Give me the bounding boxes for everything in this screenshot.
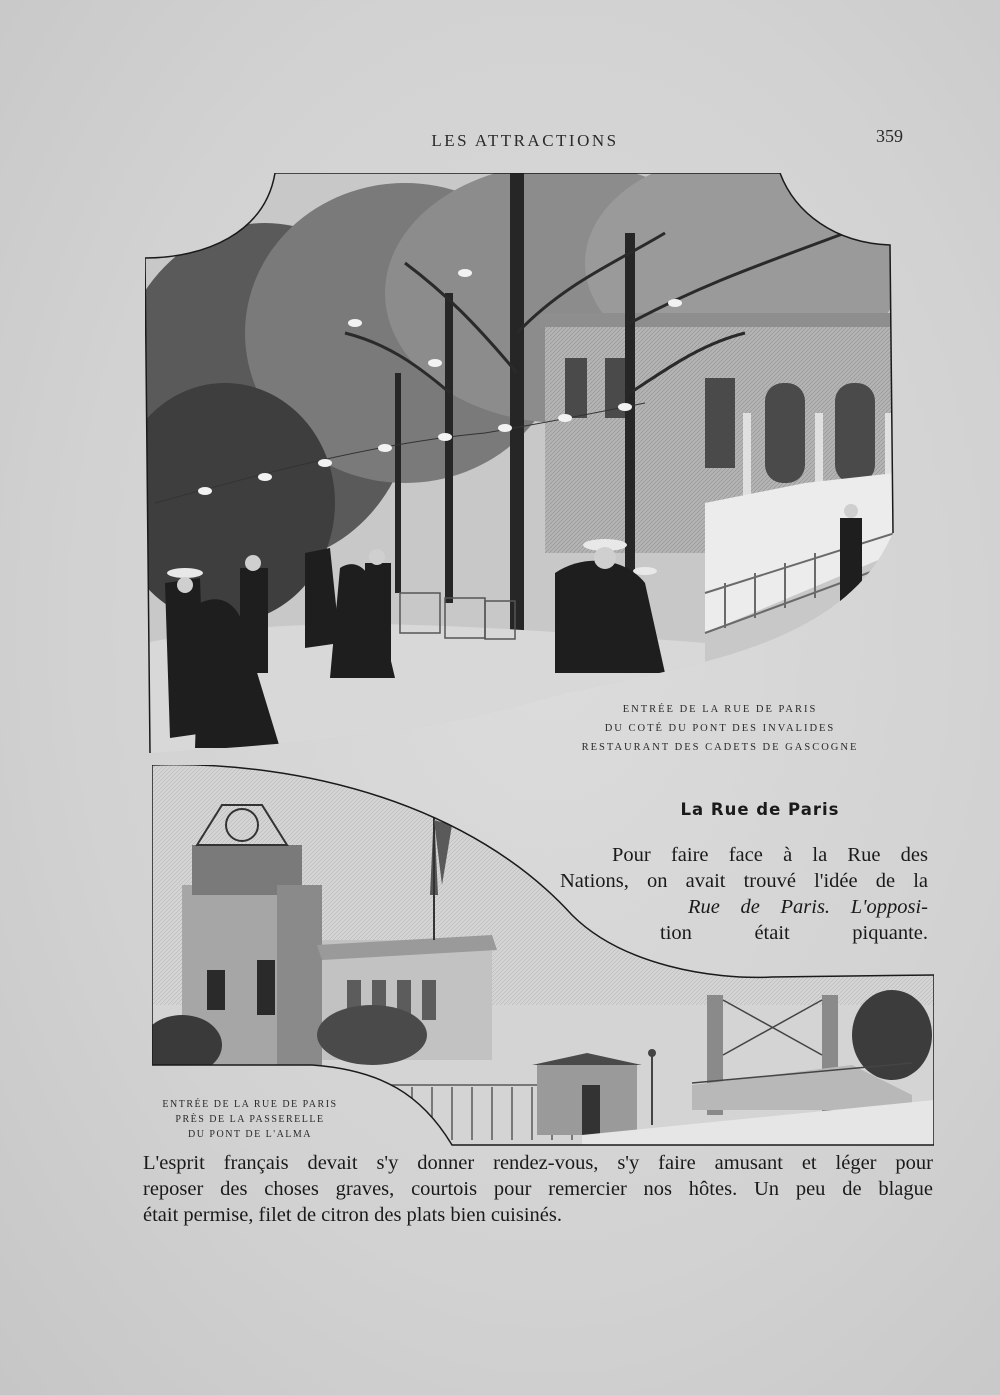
caption-line: RESTAURANT DES CADETS DE GASCOGNE xyxy=(581,742,859,753)
caption-line: DU COTÉ DU PONT DES INVALIDES xyxy=(604,723,836,734)
text-line-italic: Rue de Paris. L'opposi- xyxy=(688,896,928,918)
caption-figure-top xyxy=(540,700,900,757)
body-paragraph xyxy=(143,1150,933,1228)
text-line: Pour faire face à la Rue des xyxy=(612,844,928,866)
intro-paragraph xyxy=(560,842,928,946)
caption-line: ENTRÉE DE LA RUE DE PARIS xyxy=(622,704,818,715)
caption-figure-bottom xyxy=(140,1097,360,1142)
caption-line: DU PONT DE L'ALMA xyxy=(187,1129,313,1140)
illustration-rue-de-paris-invalides xyxy=(145,173,895,758)
text-line: tion était piquante. xyxy=(660,922,928,944)
text-line xyxy=(560,894,928,920)
text-line: reposer des choses graves, courtois pour remercier nos hôtes. Un peu de blague xyxy=(143,1178,933,1200)
caption-line: PRÈS DE LA PASSERELLE xyxy=(175,1114,325,1125)
page-number: 359 xyxy=(876,126,903,146)
illustration-rue-de-paris-alma xyxy=(152,765,934,1150)
text-line: était permise, filet de citron des plats bien cuisinés. xyxy=(143,1204,562,1226)
caption-line: ENTRÉE DE LA RUE DE PARIS xyxy=(162,1099,338,1110)
section-title: La Rue de Paris xyxy=(680,800,840,819)
text-line: L'esprit français devait s'y donner rendez-vous, s'y faire amusant et léger pour xyxy=(143,1152,933,1174)
text-line: Nations, on avait trouvé l'idée de la xyxy=(560,870,928,892)
running-header: LES ATTRACTIONS xyxy=(431,131,619,150)
